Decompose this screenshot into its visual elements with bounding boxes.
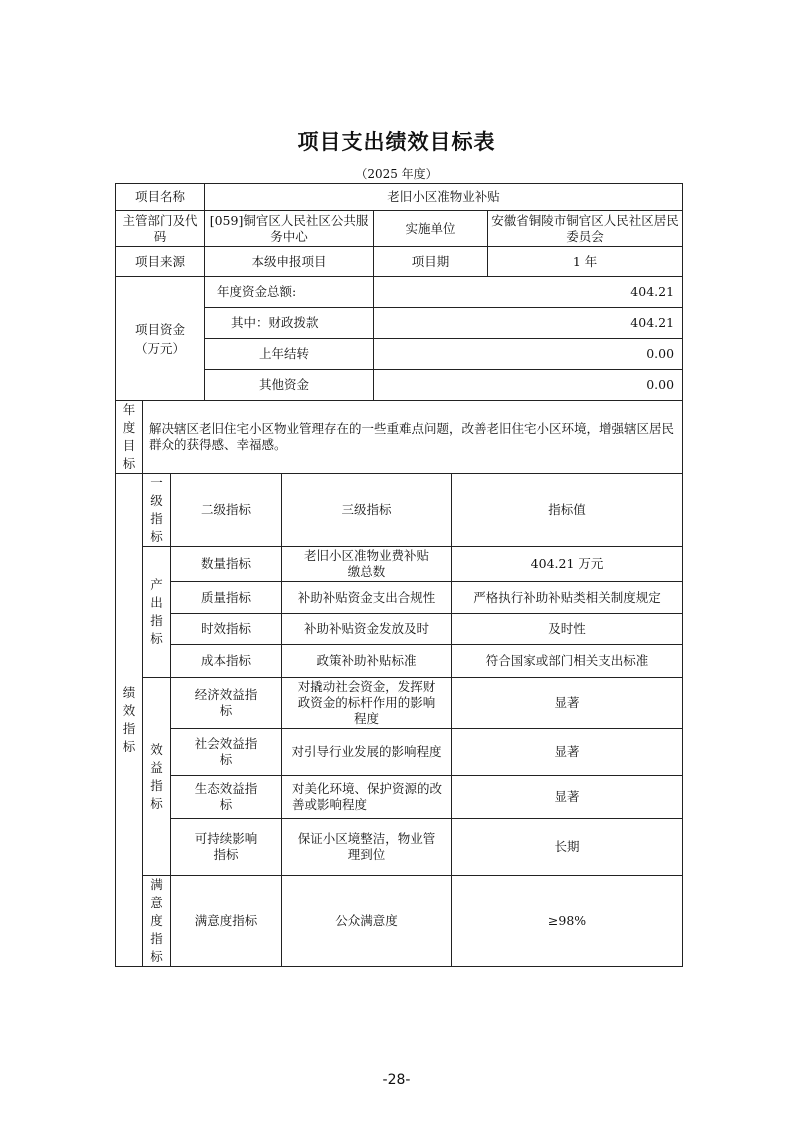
fund-row-label: 年度资金总额:: [205, 277, 374, 308]
level3-cell: 对美化环境、保护资源的改善或影响程度: [282, 776, 452, 819]
value-cell: ≥98%: [452, 876, 683, 967]
value-cell: 显著: [452, 776, 683, 819]
level3-cell: 对撬动社会资金，发挥财政资金的标杆作用的影响程度: [282, 678, 452, 729]
project-name-value: 老旧小区准物业补贴: [205, 184, 683, 211]
level3-cell: 公众满意度: [282, 876, 452, 967]
source-label: 项目来源: [116, 247, 205, 277]
value-cell: 及时性: [452, 614, 683, 645]
level2-cell: 满意度指标: [171, 876, 282, 967]
level3-cell: 补助补贴资金支出合规性: [282, 582, 452, 614]
benefit-indicator-label: 效益指标: [143, 678, 171, 876]
header-level2: 二级指标: [171, 474, 282, 547]
level3-cell: 补助补贴资金发放及时: [282, 614, 452, 645]
year-subtitle: （2025 年度）: [355, 167, 438, 181]
level3-cell: 政策补助补贴标准: [282, 645, 452, 678]
output-indicator-label: 产出指标: [143, 547, 171, 678]
value-cell: 显著: [452, 729, 683, 776]
impl-unit-label: 实施单位: [374, 211, 488, 247]
funds-label: 项目资金（万元）: [116, 277, 205, 401]
level2-cell: 可持续影响指标: [171, 819, 282, 876]
perf-indicator-label: 绩效指标: [116, 474, 143, 967]
header-level3: 三级指标: [282, 474, 452, 547]
level2-cell: 成本指标: [171, 645, 282, 678]
page-number: -28-: [382, 1072, 411, 1088]
level2-cell: 生态效益指标: [171, 776, 282, 819]
level3-cell: 老旧小区准物业费补贴缴总数: [282, 547, 452, 582]
satisfaction-indicator-label: 满意度指标: [143, 876, 171, 967]
source-value: 本级申报项目: [205, 247, 374, 277]
annual-goal-text: 解决辖区老旧住宅小区物业管理存在的一些重难点问题，改善老旧住宅小区环境，增强辖区居民群众的获得感、幸福感。: [143, 401, 683, 474]
fund-row-value: 404.21: [374, 308, 683, 339]
page-title: 项目支出绩效目标表: [297, 130, 496, 154]
annual-goal-label: 年度目标: [116, 401, 143, 474]
fund-row-value: 0.00: [374, 370, 683, 401]
fund-row-label: 上年结转: [205, 339, 374, 370]
value-cell: 显著: [452, 678, 683, 729]
level2-cell: 质量指标: [171, 582, 282, 614]
value-cell: 长期: [452, 819, 683, 876]
level2-cell: 数量指标: [171, 547, 282, 582]
value-cell: 404.21 万元: [452, 547, 683, 582]
fund-row-label: 其他资金: [205, 370, 374, 401]
project-name-label: 项目名称: [116, 184, 205, 211]
performance-table: [115, 183, 683, 967]
fund-row-value: 404.21: [374, 277, 683, 308]
header-level1: 一级指标: [143, 474, 171, 547]
dept-label: 主管部门及代码: [116, 211, 205, 247]
impl-unit-value: 安徽省铜陵市铜官区人民社区居民委员会: [488, 211, 683, 247]
fund-row-label: 其中：财政拨款: [205, 308, 374, 339]
level3-cell: 对引导行业发展的影响程度: [282, 729, 452, 776]
header-value: 指标值: [452, 474, 683, 547]
level2-cell: 社会效益指标: [171, 729, 282, 776]
value-cell: 符合国家或部门相关支出标准: [452, 645, 683, 678]
level3-cell: 保证小区境整洁，物业管理到位: [282, 819, 452, 876]
level2-cell: 经济效益指标: [171, 678, 282, 729]
level2-cell: 时效指标: [171, 614, 282, 645]
fund-row-value: 0.00: [374, 339, 683, 370]
period-value: 1 年: [488, 247, 683, 277]
dept-value: [059]铜官区人民社区公共服务中心: [205, 211, 374, 247]
value-cell: 严格执行补助补贴类相关制度规定: [452, 582, 683, 614]
period-label: 项目期: [374, 247, 488, 277]
